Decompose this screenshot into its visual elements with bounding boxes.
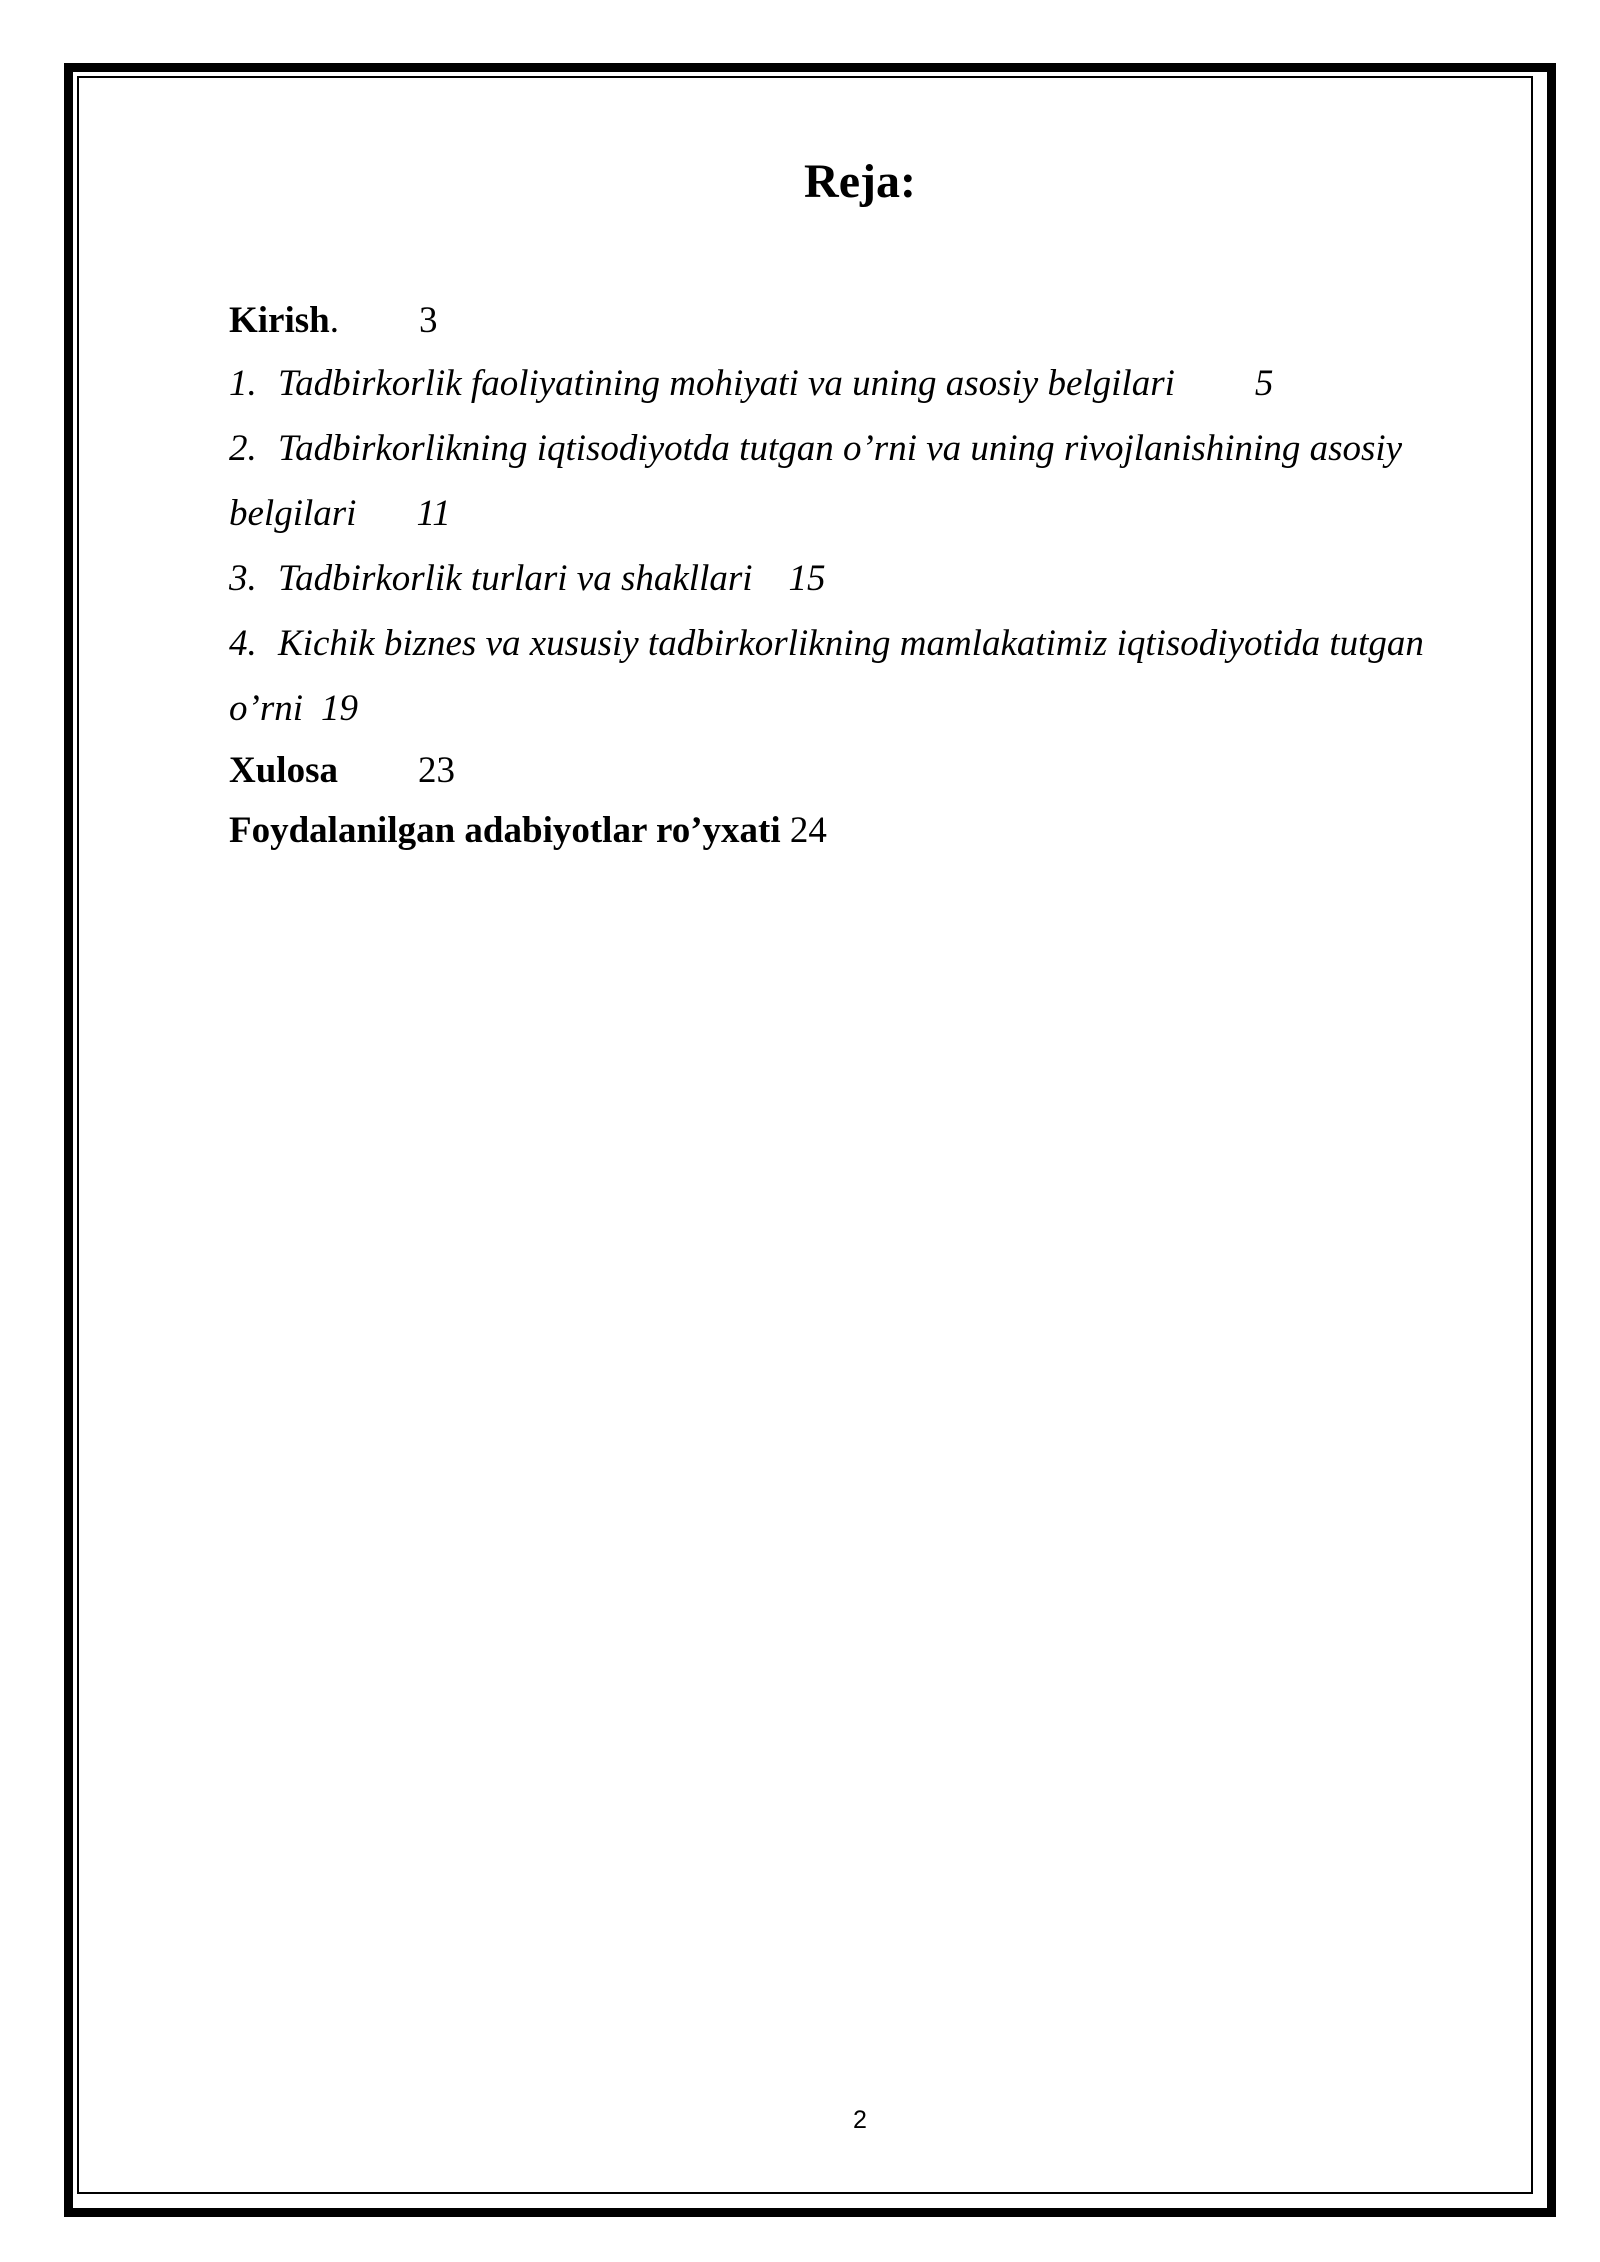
toc-entry-conclusion — [229, 741, 1469, 801]
page-number: 2 — [853, 2106, 867, 2134]
toc-item3-page: 15 — [788, 558, 826, 599]
toc-item3-text: Tadbirkorlik turlari va shakllari — [278, 558, 753, 599]
toc-entry-4 — [229, 611, 1469, 676]
toc-item1-page: 5 — [1254, 363, 1274, 404]
toc-conclusion-page: 23 — [417, 750, 455, 791]
toc-item4-number: 4. — [229, 623, 257, 664]
toc-item4-text-line2: o’rni — [229, 688, 303, 729]
toc-entry-3 — [229, 546, 1469, 611]
toc-entry-references — [229, 801, 1469, 861]
toc-references-page: 24 — [789, 810, 827, 851]
toc-item3-number: 3. — [229, 558, 257, 599]
toc-entry-2 — [229, 416, 1469, 481]
toc-entry-1 — [229, 351, 1469, 416]
toc-item1-number: 1. — [229, 363, 257, 404]
toc-item2-number: 2. — [229, 428, 257, 469]
toc-intro-label: Kirish — [229, 300, 330, 341]
toc-intro-page: 3 — [419, 300, 438, 341]
toc-entry-intro — [229, 291, 1469, 351]
toc-item2-text-line1: Tadbirkorlikning iqtisodiyotda tutgan o’rni va uning rivojlanishining asosiy — [278, 428, 1403, 469]
toc-references-label: Foydalanilgan adabiyotlar ro’yxati — [229, 810, 781, 851]
toc-item2-text-line2: belgilari — [229, 493, 357, 534]
toc-item4-text-line1: Kichik biznes va xususiy tadbirkorlikning mamlakatimiz iqtisodiyotida tutgan — [278, 623, 1424, 664]
toc-entry-2-cont — [229, 481, 1469, 546]
toc-item2-page: 11 — [416, 493, 451, 534]
toc-item1-text: Tadbirkorlik faoliyatining mohiyati va uning asosiy belgilari — [278, 363, 1175, 404]
toc-intro-dot: . — [329, 300, 339, 341]
toc-item4-page: 19 — [321, 688, 358, 729]
toc-entry-4-cont — [229, 676, 1469, 741]
table-of-contents — [229, 291, 1469, 861]
toc-conclusion-label: Xulosa — [229, 750, 338, 791]
page-title: Reja: — [804, 155, 916, 208]
